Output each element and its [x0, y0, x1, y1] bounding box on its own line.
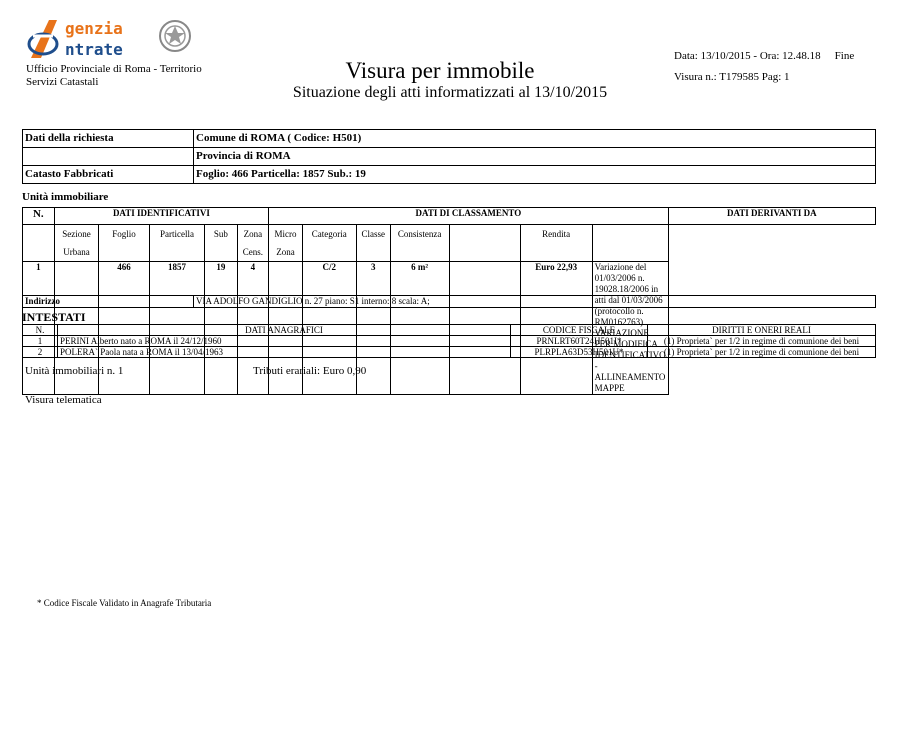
emblem-icon	[160, 21, 190, 51]
date-box	[674, 46, 854, 88]
request-foglio: Foglio: 466 Particella: 1857 Sub.: 19	[194, 166, 876, 184]
col-zona: Zona Cens.	[237, 225, 269, 262]
col-sub: Sub	[205, 225, 237, 262]
logo-text-top: genzia	[65, 19, 123, 38]
request-comune: Comune di ROMA ( Codice: H501)	[194, 130, 876, 148]
owners-table	[22, 324, 876, 358]
variazione-text: Variazione del 01/03/2006 n. 19028.18/2006 in atti dal 01/03/2006 (protocollo n. RM0162763) VARIAZIONE PER MODIFICA IDENTIFICATIVO - ALLINEAMENTO MAPPE	[592, 262, 668, 395]
unit-section-title: Unità immobiliare	[22, 191, 109, 203]
address-label: Indirizzo	[23, 296, 194, 308]
col-n: N.	[23, 208, 55, 225]
owners-col-n: N.	[23, 325, 58, 336]
col-micro: Micro Zona	[269, 225, 303, 262]
owners-col-dati: DATI ANAGRAFICI	[58, 325, 511, 336]
col-dati-classamento: DATI DI CLASSAMENTO	[269, 208, 668, 225]
logo-text-bottom: ntrate	[65, 40, 123, 59]
page-subtitle: Situazione degli atti informatizzati al 13/10/2015	[292, 84, 608, 101]
address-table	[22, 295, 876, 308]
col-rendita: Rendita	[520, 225, 592, 262]
owners-col-diritti: DIRITTI E ONERI REALI	[648, 325, 876, 336]
office-line2: Servizi Catastali	[26, 76, 99, 88]
fine-label: Fine	[834, 50, 855, 62]
col-consistenza: Consistenza	[390, 225, 449, 262]
address-value: VIA ADOLFO GANDIGLIO n. 27 piano: S1 interno: 8 scala: A;	[194, 296, 876, 308]
request-label: Dati della richiesta	[23, 130, 194, 148]
request-provincia: Provincia di ROMA	[194, 148, 876, 166]
col-dati-derivanti: DATI DERIVANTI DA	[668, 208, 875, 225]
owners-col-cf: CODICE FISCALE	[511, 325, 648, 336]
page-title: Visura per immobile	[345, 58, 535, 83]
office-line1: Ufficio Provinciale di Roma - Territorio	[26, 63, 202, 75]
request-catasto: Catasto Fabbricati	[23, 166, 194, 184]
request-table	[22, 129, 876, 184]
table-row: 1 PERINI Alberto nato a ROMA il 24/12/1960 PRNLRT60T24H501I* (1) Proprieta` per 1/2 in regime di comunione dei beni	[23, 336, 876, 347]
footnote: * Codice Fiscale Validato in Anagrafe Tributaria	[37, 598, 212, 608]
date-line: Data: 13/10/2015 - Ora: 12.48.18	[674, 50, 821, 62]
col-foglio: Foglio	[99, 225, 149, 262]
table-row: 1 466 1857 19 4 C/2 3 6 m² Euro 22,93 Variazione del 01/03/2006 n. 19028.18/2006 in atti dal 01/03/2006 (protocollo n. RM0162763) VARIAZIONE PER MODIFICA IDENTIFICATIVO - ALLINEAMENTO MAPPE	[23, 262, 876, 395]
col-categoria: Categoria	[302, 225, 356, 262]
visura-telematica: Visura telematica	[25, 394, 102, 406]
owners-section-title: INTESTATI	[22, 310, 86, 324]
col-particella: Particella	[149, 225, 205, 262]
col-sezione: Sezione Urbana	[54, 225, 99, 262]
units-count: Unità immobiliari n. 1	[25, 365, 124, 377]
tributi: Tributi erariali: Euro 0,90	[253, 365, 367, 377]
table-row: 2 POLERA` Paola nata a ROMA il 13/04/1963 PLRPLA63D53H501U* (1) Proprieta` per 1/2 in regime di comunione dei beni	[23, 347, 876, 358]
agenzia-entrate-logo	[27, 14, 192, 62]
col-dati-identificativi: DATI IDENTIFICATIVI	[54, 208, 269, 225]
visura-line: Visura n.: T179585 Pag: 1	[674, 71, 790, 83]
col-classe: Classe	[356, 225, 390, 262]
